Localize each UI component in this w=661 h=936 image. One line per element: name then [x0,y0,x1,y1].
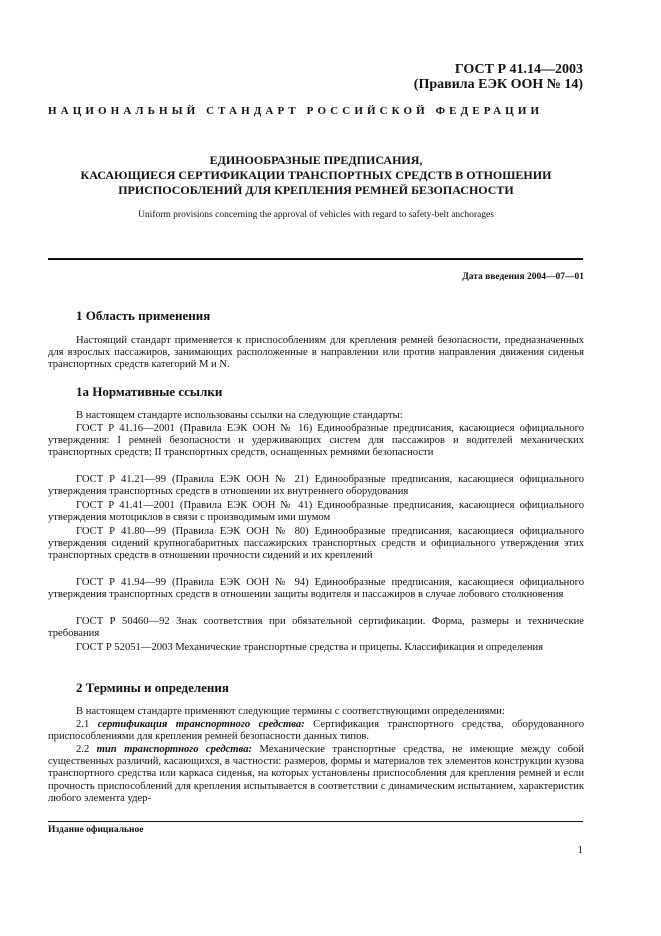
national-standard-banner: НАЦИОНАЛЬНЫЙ СТАНДАРТ РОССИЙСКОЙ ФЕДЕРАЦИИ [48,105,544,117]
introduction-date: Дата введения 2004—07—01 [462,272,584,282]
ece-rule-number: (Правила ЕЭК ООН № 14) [413,77,583,92]
reference-gost-41-80: ГОСТ Р 41.80—99 (Правила ЕЭК ООН № 80) Единообразные предписания, касающиеся официального утверждения сидений крупногабаритных пассажирских транспортных средств и официального утверждения этих транспортных средств в отношении прочности сидений и их креплений [48,526,584,562]
reference-gost-50460: ГОСТ Р 50460—92 Знак соответствия при обязательной сертификации. Форма, размеры и технические требования [48,616,584,640]
gost-code-block [414,62,583,92]
section-2-heading: 2 Термины и определения [76,680,229,695]
page-number: 1 [577,844,583,856]
section-1a-heading: 1а Нормативные ссылки [76,384,223,399]
definition-2-2-text: Механические транспортные средства, не имеющие между собой существенных различий, касающихся, в частности: размеров, формы и материалов тех элементов конструкции кузова транспортного средства или каркаса сиденья, на которых установлены приспособления для крепления ремней и если прочность приспособлений для крепления испытывается в соответствии с динамическим испытанием, характеристик любого элемента удер- [48,744,584,804]
definition-2-1 [48,719,584,743]
title-line-3: ПРИСПОСОБЛЕНИЙ ДЛЯ КРЕПЛЕНИЯ РЕМНЕЙ БЕЗОПАСНОСТИ [118,183,514,197]
footer-divider [48,821,583,822]
references-intro: В настоящем стандарте использованы ссылки на следующие стандарты: [76,410,403,421]
title-line-1: ЕДИНООБРАЗНЫЕ ПРЕДПИСАНИЯ, [209,153,423,167]
english-title: Uniform provisions concerning the approval of vehicles with regard to safety-belt anchorages [138,210,494,220]
official-edition-label: Издание официальное [48,825,144,835]
definition-2-1-text: Сертификация транспортного средства, оборудованного приспособлениями для крепления ремней безопасности данных типов. [48,719,584,743]
title-line-2: КАСАЮЩИЕСЯ СЕРТИФИКАЦИИ ТРАНСПОРТНЫХ СРЕДСТВ В ОТНОШЕНИИ [80,168,552,182]
reference-gost-41-41: ГОСТ Р 41.41—2001 (Правила ЕЭК ООН № 41) Единообразные предписания, касающиеся официального утверждения мотоциклов в связи с производимым ими шумом [48,500,584,524]
definitions-intro: В настоящем стандарте применяют следующие термины с соответствующими определениями: [76,706,505,717]
definition-2-2-number: 2.2 [76,744,90,755]
section-1-text: Настоящий стандарт применяется к приспособлениям для крепления ремней безопасности, предназначенных для взрослых пассажиров, занимающих расположенные в направлении или против направления движения сиденья транспортных средств категорий M и N. [48,335,584,371]
reference-gost-41-16: ГОСТ Р 41.16—2001 (Правила ЕЭК ООН № 16) Единообразные предписания, касающиеся официального утверждения: I ремней безопасности и удерживающих систем для пассажиров и водителей механических транспортных средств; II транспортных средств, оснащенных ремнями безопасности [48,423,584,459]
header-divider [48,258,583,260]
reference-gost-41-94: ГОСТ Р 41.94—99 (Правила ЕЭК ООН № 94) Единообразные предписания, касающиеся официального утверждения транспортных средств в отношении защиты водителя и пассажиров в случае лобового столкновения [48,577,584,601]
document-title [48,153,584,198]
section-1-heading: 1 Область применения [76,308,211,323]
definition-2-2-term: тип транспортного средства: [96,744,253,755]
definition-2-1-number: 2.1 [76,719,90,730]
reference-gost-41-21: ГОСТ Р 41.21—99 (Правила ЕЭК ООН № 21) Единообразные предписания, касающиеся официального утверждения транспортных средств в отношении их внутреннего оборудования [48,474,584,498]
definition-2-1-term: сертификация транспортного средства: [97,719,305,730]
gost-number: ГОСТ Р 41.14—2003 [454,62,583,77]
definition-2-2 [48,744,584,805]
reference-gost-52051: ГОСТ Р 52051—2003 Механические транспортные средства и прицепы. Классификация и определения [76,642,544,653]
